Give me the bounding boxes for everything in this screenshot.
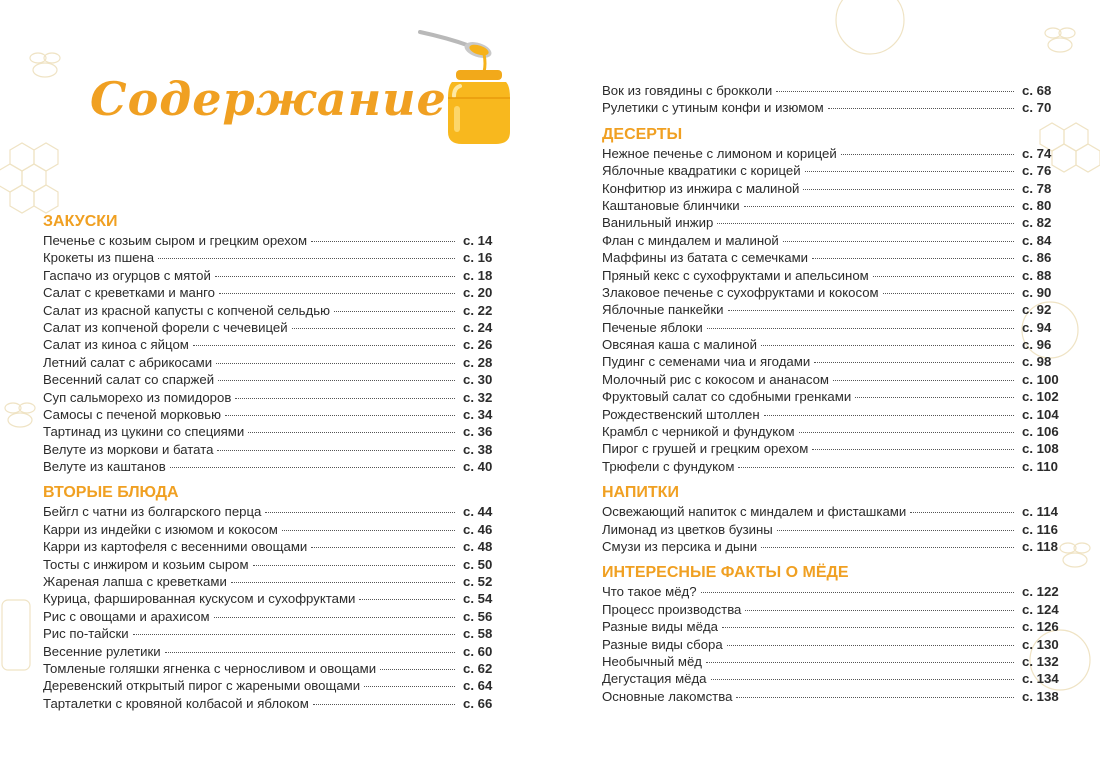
dot-leader (764, 415, 1014, 416)
page-number: с. 86 (1022, 250, 1052, 266)
dot-leader (738, 467, 1014, 468)
entry-title: Процесс производства (602, 601, 742, 617)
toc-entry[interactable] (43, 284, 501, 301)
bee-icon (5, 403, 35, 427)
entry-title: Велуте из моркови и батата (43, 441, 214, 457)
toc-entry[interactable] (43, 458, 501, 475)
dot-leader (745, 610, 1014, 611)
dot-leader (231, 582, 455, 583)
dot-leader (217, 450, 455, 451)
dot-leader (225, 415, 455, 416)
toc-entry[interactable] (602, 180, 1060, 197)
section-title: ИНТЕРЕСНЫЕ ФАКТЫ О МЁДЕ (602, 564, 849, 582)
entry-title: Рис с овощами и арахисом (43, 608, 210, 624)
page-number: с. 56 (463, 608, 493, 624)
toc-entry[interactable] (602, 688, 1060, 705)
page-number: с. 34 (463, 406, 493, 422)
section-title: НАПИТКИ (602, 484, 679, 502)
toc-entry[interactable] (43, 354, 501, 371)
page-number: с. 78 (1022, 180, 1052, 196)
toc-entry[interactable] (43, 336, 501, 353)
dot-leader (833, 380, 1014, 381)
dot-leader (799, 432, 1014, 433)
toc-entry[interactable] (602, 145, 1060, 162)
toc-entry[interactable] (43, 302, 501, 319)
dot-leader (783, 241, 1014, 242)
dot-leader (736, 697, 1014, 698)
toc-entry[interactable] (43, 573, 501, 590)
toc-entry[interactable] (602, 440, 1060, 457)
dot-leader (219, 293, 455, 294)
page-number: с. 118 (1022, 538, 1058, 554)
entry-title: Рис по-тайски (43, 626, 129, 642)
dot-leader (292, 328, 455, 329)
page-number: с. 36 (463, 424, 493, 440)
entry-title: Вок из говядины с брокколи (602, 83, 773, 98)
toc-entry[interactable] (602, 371, 1060, 388)
dot-leader (841, 154, 1014, 155)
toc-entry[interactable] (602, 284, 1060, 301)
toc-entry[interactable] (602, 458, 1060, 475)
page-number: с. 102 (1022, 389, 1059, 405)
toc-section (43, 483, 501, 712)
toc-entry[interactable] (602, 670, 1060, 687)
dot-leader (814, 362, 1014, 363)
entry-title: Нежное печенье с лимоном и корицей (602, 145, 837, 161)
entry-title: Бейгл с чатни из болгарского перца (43, 504, 262, 520)
entry-title: Салат из киноа с яйцом (43, 337, 189, 353)
page-number: с. 18 (463, 267, 493, 283)
dot-leader (803, 189, 1014, 190)
page-number: с. 52 (463, 574, 493, 590)
toc-entry[interactable] (43, 556, 501, 573)
page-number: с. 94 (1022, 319, 1052, 335)
entry-title: Основные лакомства (602, 688, 733, 704)
toc-entry[interactable] (602, 319, 1060, 336)
dot-leader (193, 345, 455, 346)
entry-title: Что такое мёд? (602, 584, 697, 600)
page-number: с. 28 (463, 354, 493, 370)
toc-entry[interactable] (602, 521, 1060, 538)
dot-leader (158, 258, 455, 259)
toc-entry[interactable] (43, 608, 501, 625)
page-number: с. 122 (1022, 584, 1059, 600)
entry-title: Конфитюр из инжира с малиной (602, 180, 800, 196)
dot-leader (248, 432, 455, 433)
section-title: ВТОРЫЕ БЛЮДА (43, 484, 179, 502)
page-number: с. 48 (463, 539, 493, 555)
page-number: с. 82 (1022, 215, 1052, 231)
dot-leader (883, 293, 1014, 294)
toc-entry[interactable] (43, 503, 501, 520)
page-number: с. 14 (463, 233, 493, 248)
toc-entry[interactable] (602, 162, 1060, 179)
entry-title: Яблочные квадратики с корицей (602, 163, 801, 179)
page-number: с. 20 (463, 285, 493, 301)
dot-leader (214, 617, 455, 618)
page-number: с. 116 (1022, 521, 1058, 537)
entry-title: Маффины из батата с семечками (602, 250, 809, 266)
entry-title: Крамбл с черникой и фундуком (602, 424, 795, 440)
page-number: с. 80 (1022, 197, 1052, 213)
section-title: ДЕСЕРТЫ (602, 125, 683, 143)
dot-leader (334, 311, 455, 312)
entry-title: Флан с миндалем и малиной (602, 232, 779, 248)
dot-leader (313, 704, 455, 705)
page-number: с. 16 (463, 250, 493, 266)
entry-title: Освежающий напиток с миндалем и фисташками (602, 504, 907, 520)
entry-title: Салат из красной капусты с копченой сельдью (43, 302, 330, 318)
entry-title: Деревенский открытый пирог с жареными овощами (43, 678, 361, 694)
entry-title: Разные виды сбора (602, 636, 723, 652)
page-number: с. 46 (463, 521, 493, 537)
dot-leader (873, 276, 1014, 277)
dot-leader (133, 634, 455, 635)
dot-leader (828, 108, 1014, 109)
toc-entry[interactable] (602, 653, 1060, 670)
page-number: с. 100 (1022, 371, 1059, 387)
page-number: с. 84 (1022, 232, 1052, 248)
entry-title: Необычный мёд (602, 653, 702, 669)
page-number: с. 62 (463, 660, 493, 676)
toc-entry[interactable] (43, 267, 501, 284)
page-number: с. 98 (1022, 354, 1052, 370)
entry-title: Карри из картофеля с весенними овощами (43, 539, 308, 555)
entry-title: Разные виды мёда (602, 619, 718, 635)
page-number: с. 60 (463, 643, 493, 659)
entry-title: Молочный рис с кокосом и ананасом (602, 371, 829, 387)
toc-section (602, 483, 1060, 555)
entry-title: Самосы с печеной морковью (43, 406, 222, 422)
toc-entry[interactable] (602, 406, 1060, 423)
page-number: с. 50 (463, 556, 493, 572)
dot-leader (701, 592, 1014, 593)
page-number: с. 126 (1022, 619, 1059, 635)
section-title: ЗАКУСКИ (43, 213, 118, 230)
entry-title: Жареная лапша с креветками (43, 574, 227, 590)
dot-leader (761, 547, 1014, 548)
entry-title: Велуте из каштанов (43, 459, 166, 475)
toc-entry[interactable] (43, 695, 501, 712)
dot-leader (380, 669, 455, 670)
toc-entry[interactable] (602, 423, 1060, 440)
entry-title: Овсяная каша с малиной (602, 337, 757, 353)
entry-title: Суп сальморехо из помидоров (43, 389, 232, 405)
dot-leader (761, 345, 1014, 346)
page-number: с. 110 (1022, 458, 1058, 474)
page-number: с. 64 (463, 678, 493, 694)
dot-leader (777, 530, 1014, 531)
dot-leader (170, 467, 455, 468)
page-number: с. 32 (463, 389, 493, 405)
page-number: с. 138 (1022, 688, 1059, 704)
toc-entry[interactable] (43, 660, 501, 677)
dot-leader (359, 599, 455, 600)
dot-leader (216, 363, 455, 364)
entry-title: Салат с креветками и манго (43, 285, 215, 301)
bee-icon (1045, 28, 1075, 52)
page-number: с. 74 (1022, 145, 1052, 161)
toc-entry[interactable] (43, 389, 501, 406)
dot-leader (707, 328, 1014, 329)
dot-leader (805, 171, 1014, 172)
page-number: с. 76 (1022, 163, 1052, 179)
spoon-icon (420, 32, 493, 61)
entry-title: Рождественский штоллен (602, 406, 760, 422)
toc-entry[interactable] (43, 406, 501, 423)
toc-entry[interactable] (602, 538, 1060, 555)
entry-title: Весенний салат со спаржей (43, 372, 215, 388)
entry-title: Рулетики с утиным конфи и изюмом (602, 100, 824, 116)
dot-leader (218, 380, 455, 381)
toc-entry[interactable] (602, 636, 1060, 653)
toc-entry[interactable] (43, 677, 501, 694)
toc-entry[interactable] (602, 618, 1060, 635)
toc-entry[interactable] (43, 232, 501, 249)
entry-title: Крокеты из пшена (43, 250, 155, 266)
bee-icon (30, 53, 60, 77)
toc-entry[interactable] (602, 388, 1060, 405)
entry-title: Салат из копченой форели с чечевицей (43, 319, 288, 335)
page-number: с. 114 (1022, 504, 1058, 520)
page-number: с. 92 (1022, 302, 1052, 318)
toc-entry[interactable] (43, 319, 501, 336)
dot-leader (711, 679, 1015, 680)
toc-entry[interactable] (602, 197, 1060, 214)
toc-entry[interactable] (43, 249, 501, 266)
toc-entry[interactable] (43, 441, 501, 458)
honey-jar-icon (418, 24, 526, 148)
toc-entry[interactable] (602, 99, 1060, 116)
toc-entry[interactable] (43, 423, 501, 440)
toc-entry[interactable] (43, 590, 501, 607)
dot-leader (727, 645, 1014, 646)
entry-title: Тарталетки с кровяной колбасой и яблоком (43, 695, 309, 711)
dot-leader (812, 258, 1014, 259)
toc-entry[interactable] (602, 301, 1060, 318)
toc-entry[interactable] (43, 521, 501, 538)
dot-leader (910, 512, 1014, 513)
page-number: с. 24 (463, 319, 493, 335)
entry-title: Ванильный инжир (602, 215, 714, 231)
page-number: с. 70 (1022, 100, 1052, 116)
dot-leader (776, 91, 1014, 92)
entry-title: Тосты с инжиром и козьим сыром (43, 556, 249, 572)
dot-leader (265, 512, 455, 513)
entry-title: Тартинад из цукини со специями (43, 424, 245, 440)
dot-leader (235, 398, 455, 399)
page-number: с. 44 (463, 504, 493, 520)
page-number: с. 88 (1022, 267, 1052, 283)
page-number: с. 132 (1022, 653, 1059, 669)
page-number: с. 90 (1022, 284, 1052, 300)
honeycomb-icon (0, 143, 58, 213)
page-number: с. 26 (463, 337, 493, 353)
dot-leader (253, 565, 455, 566)
page-number: с. 96 (1022, 337, 1052, 353)
toc-right-column (602, 82, 1060, 705)
dot-leader (165, 652, 455, 653)
entry-title: Гаспачо из огурцов с мятой (43, 267, 211, 283)
page-number: с. 68 (1022, 83, 1052, 98)
page-number: с. 66 (463, 695, 493, 711)
dot-leader (706, 662, 1014, 663)
dot-leader (282, 530, 455, 531)
dot-leader (728, 310, 1014, 311)
page-number: с. 58 (463, 626, 493, 642)
toc-section (602, 563, 1060, 705)
entry-title: Печенье с козьим сыром и грецким орехом (43, 233, 308, 248)
toc-entry[interactable] (602, 601, 1060, 618)
entry-title: Дегустация мёда (602, 671, 707, 687)
dot-leader (855, 397, 1014, 398)
dot-leader (717, 223, 1014, 224)
page-number: с. 30 (463, 372, 493, 388)
toc-entry[interactable] (602, 232, 1060, 249)
entry-title: Яблочные панкейки (602, 302, 724, 318)
entry-title: Фруктовый салат со сдобными гренками (602, 389, 852, 405)
toc-entry[interactable] (602, 214, 1060, 231)
toc-entry[interactable] (602, 353, 1060, 370)
page-title: Содержание (90, 72, 447, 126)
entry-title: Смузи из персика и дыни (602, 538, 758, 554)
page-number: с. 108 (1022, 441, 1059, 457)
toc-section (602, 125, 1060, 475)
entry-title: Пряный кекс с сухофруктами и апельсином (602, 267, 869, 283)
toc-entry[interactable] (43, 371, 501, 388)
page-number: с. 38 (463, 441, 493, 457)
page-number: с. 22 (463, 302, 493, 318)
page-number: с. 54 (463, 591, 493, 607)
toc-entry[interactable] (602, 82, 1060, 99)
entry-title: Злаковое печенье с сухофруктами и кокосом (602, 284, 879, 300)
toc-section (43, 212, 501, 475)
entry-title: Томленые голяшки ягненка с черносливом и овощами (43, 660, 377, 676)
page-number: с. 40 (463, 459, 493, 475)
toc-section (602, 82, 1060, 117)
dot-leader (311, 547, 455, 548)
dot-leader (812, 449, 1014, 450)
entry-title: Трюфели с фундуком (602, 458, 735, 474)
page-number: с. 124 (1022, 601, 1059, 617)
toc-entry[interactable] (602, 503, 1060, 520)
toc-entry[interactable] (43, 643, 501, 660)
toc-entry[interactable] (602, 267, 1060, 284)
dot-leader (364, 686, 455, 687)
dot-leader (215, 276, 455, 277)
toc-entry[interactable] (602, 249, 1060, 266)
toc-entry[interactable] (602, 583, 1060, 600)
dot-leader (722, 627, 1014, 628)
entry-title: Пудинг с семенами чиа и ягодами (602, 354, 811, 370)
toc-entry[interactable] (43, 538, 501, 555)
entry-title: Весенние рулетики (43, 643, 161, 659)
entry-title: Летний салат с абрикосами (43, 354, 213, 370)
page-number: с. 134 (1022, 671, 1059, 687)
dot-leader (311, 241, 455, 242)
dot-leader (744, 206, 1014, 207)
entry-title: Лимонад из цветков бузины (602, 521, 773, 537)
entry-title: Карри из индейки с изюмом и кокосом (43, 521, 278, 537)
toc-entry[interactable] (43, 625, 501, 642)
entry-title: Печеные яблоки (602, 319, 703, 335)
entry-title: Пирог с грушей и грецким орехом (602, 441, 809, 457)
entry-title: Курица, фаршированная кускусом и сухофруктами (43, 591, 356, 607)
page-number: с. 104 (1022, 406, 1059, 422)
toc-left-column (43, 208, 501, 712)
toc-entry[interactable] (602, 336, 1060, 353)
bee-icon (1060, 543, 1090, 567)
page-number: с. 130 (1022, 636, 1059, 652)
entry-title: Каштановые блинчики (602, 197, 740, 213)
page-number: с. 106 (1022, 424, 1059, 440)
